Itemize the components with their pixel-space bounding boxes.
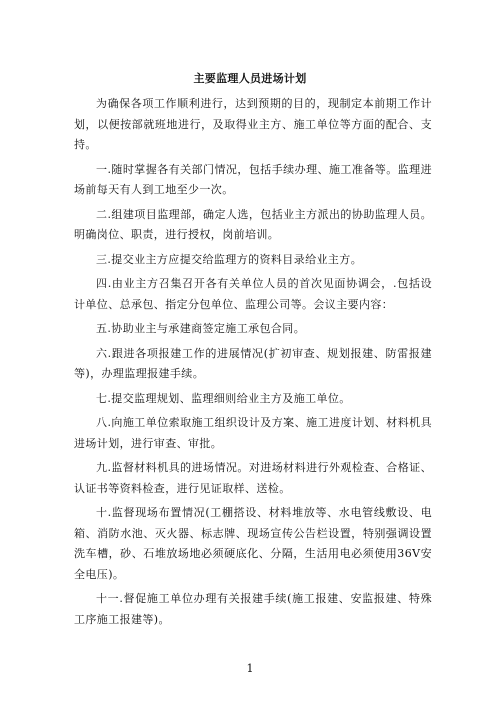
- paragraph-item-8: 八.向施工单位索取施工组织设计及方案、施工进度计划、材料机具进场计划，进行审查、审批。: [74, 416, 432, 450]
- paragraph-item-5: 五.协助业主与承建商签定施工承包合同。: [96, 322, 306, 335]
- paragraph-item-1: 一.随时掌握各有关部门情况，包括手续办理、施工准备等。监理进场前每天有人到工地至少一次。: [74, 162, 432, 196]
- paragraph-item-6: 六.跟进各项报建工作的进展情况(扩初审查、规划报建、防雷报建等)，办理监理报建手续。: [74, 346, 432, 380]
- paragraph-item-10: 十.监督现场布置情况(工棚搭设、材料堆放等、水电管线敷设、电箱、消防水池、灭火器、标志牌、现场宣传公告栏设置，特别强调设置洗车槽，砂、石堆放场地必须硬底化、分隔，生活用电必须使用36V安全电压)。: [74, 506, 432, 581]
- paragraph-item-3: 三.提交业主方应提交给监理方的资料目录给业主方。: [96, 252, 363, 266]
- document-body: [74, 94, 432, 634]
- page-number: 1: [246, 662, 254, 675]
- paragraph-item-7: 七.提交监理规划、监理细则给业主方及施工单位。: [96, 391, 351, 405]
- paragraph-item-2: 二.组建项目监理部，确定人选，包括业主方派出的协助监理人员。明确岗位、职责，进行授权，岗前培训。: [74, 207, 432, 241]
- paragraph-item-11: 十一.督促施工单位办理有关报建手续(施工报建、安监报建、特殊工序施工报建等)。: [74, 592, 432, 626]
- page-title: 主要监理人员进场计划: [193, 72, 307, 85]
- paragraph-intro: 为确保各项工作顺利进行，达到预期的目的，现制定本前期工作计划，以便按部就班地进行，及取得业主方、施工单位等方面的配合、支持。: [74, 97, 432, 151]
- paragraph-item-9: 九.监督材料机具的进场情况。对进场材料进行外观检查、合格证、认证书等资料检查，进行见证取样、送检。: [74, 461, 432, 495]
- paragraph-item-4: 四.由业主方召集召开各有关单位人员的首次见面协调会，.包括设计单位、总承包、指定分包单位、监理公司等。会议主要内容：: [74, 277, 432, 311]
